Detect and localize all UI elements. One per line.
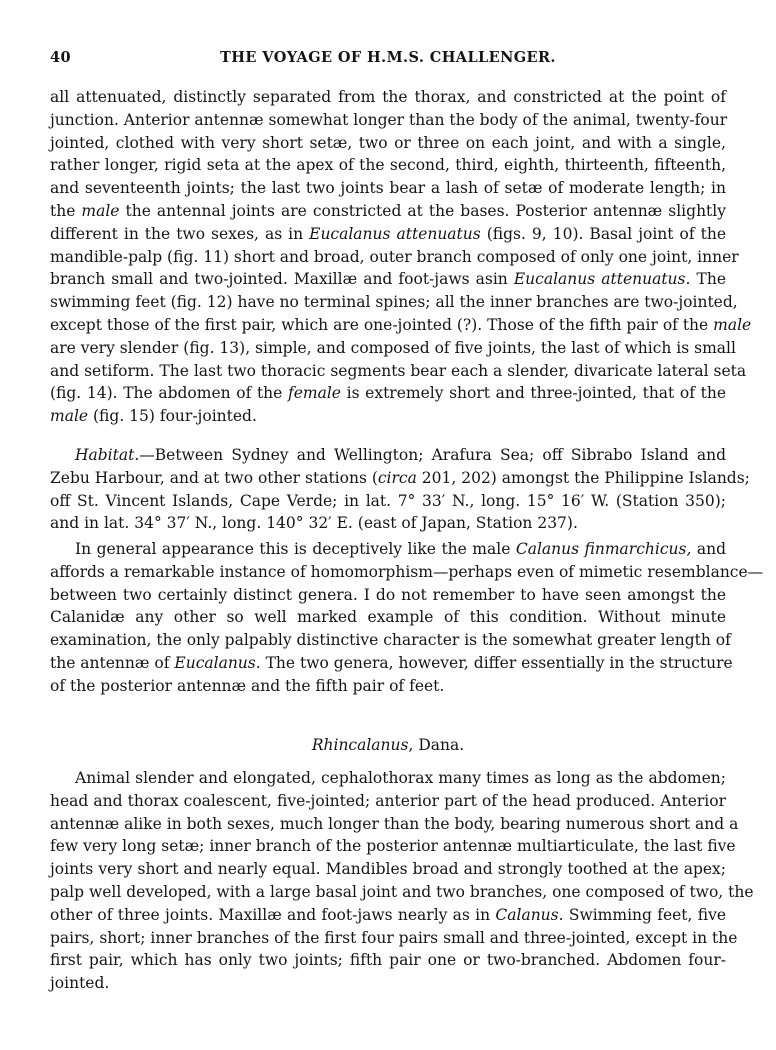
text-line: mandible-palp (fig. 11) short and broad, outer branch composed of only one joint, inner xyxy=(50,247,739,266)
text-line: few very long setæ; inner branch of the posterior antennæ multiarticulate, the last five xyxy=(50,837,736,856)
text-line: Calanidæ any other so well marked example of this condition. Without minute xyxy=(50,608,726,627)
section-heading xyxy=(50,734,726,756)
text-line: except those of the first pair, which are one-jointed (?). Those of the fifth pair of the male xyxy=(50,315,752,334)
text-line: of the posterior antennæ and the fifth pair of feet. xyxy=(50,676,445,695)
text-line: all attenuated, distinctly separated from the thorax, and constricted at the point of xyxy=(50,88,726,106)
text-line: jointed, clothed with very short setæ, two or three on each joint, and with a single, xyxy=(50,133,726,152)
text-line: other of three joints. Maxillæ and foot-jaws nearly as in Calanus. Swimming feet, five xyxy=(50,905,726,924)
habitat-paragraph xyxy=(50,444,750,535)
text-line: rather longer, rigid seta at the apex of the second, third, eighth, thirteenth, fifteenth, xyxy=(50,156,726,175)
text-line: and seventeenth joints; the last two joints bear a lash of setæ of moderate length; in xyxy=(50,179,726,198)
text-line: Animal slender and elongated, cephalothorax many times as long as the abdomen; xyxy=(75,769,726,787)
text-line: and in lat. 34° 37′ N., long. 140° 32′ E. (east of Japan, Station 237). xyxy=(50,514,578,533)
running-title: THE VOYAGE OF H.M.S. CHALLENGER. xyxy=(220,49,556,66)
text-line: branch small and two-jointed. Maxillæ and foot-jaws asin Eucalanus attenuatus. The xyxy=(50,270,727,289)
text-line: swimming feet (fig. 12) have no terminal spines; all the inner branches are two-jointed, xyxy=(50,293,738,312)
genus-author: , Dana. xyxy=(408,736,465,754)
genus-name: Rhincalanus xyxy=(311,736,409,754)
text-line: the antennæ of Eucalanus. The two genera, however, differ essentially in the structure xyxy=(50,653,733,672)
text-line: different in the two sexes, as in Eucalanus attenuatus (figs. 9, 10). Basal joint of the xyxy=(50,224,726,243)
text-line: jointed. xyxy=(50,974,110,993)
page-number: 40 xyxy=(50,49,71,66)
text-line: Habitat.—Between Sydney and Wellington; Arafura Sea; off Sibrabo Island and xyxy=(75,446,726,464)
text-line: the male the antennal joints are constricted at the bases. Posterior antennæ slightly xyxy=(50,201,726,220)
rhincalanus-paragraph xyxy=(50,767,754,995)
text-line: and setiform. The last two thoracic segments bear each a slender, divaricate lateral seta xyxy=(50,361,747,380)
description-paragraph xyxy=(50,86,752,428)
text-line: In general appearance this is deceptively like the male Calanus finmarchicus, and xyxy=(75,540,726,558)
text-line: examination, the only palpably distinctive character is the somewhat greater length of xyxy=(50,631,731,650)
text-line: head and thorax coalescent, five-jointed; anterior part of the head produced. Anterior xyxy=(50,791,726,810)
general-paragraph xyxy=(50,538,764,698)
text-line: first pair, which has only two joints; fifth pair one or two-branched. Abdomen four- xyxy=(50,951,726,970)
text-line: are very slender (fig. 13), simple, and composed of five joints, the last of which is small xyxy=(50,338,736,357)
text-line: between two certainly distinct genera. I do not remember to have seen amongst the xyxy=(50,585,726,604)
text-line: off St. Vincent Islands, Cape Verde; in lat. 7° 33′ N., long. 15° 16′ W. (Station 350); xyxy=(50,491,726,510)
text-line: (fig. 14). The abdomen of the female is extremely short and three-jointed, that of the xyxy=(50,384,727,403)
text-line: affords a remarkable instance of homomorphism—perhaps even of mimetic resemblance— xyxy=(50,562,764,581)
page-header xyxy=(50,47,726,69)
text-line: joints very short and nearly equal. Mandibles broad and strongly toothed at the apex; xyxy=(50,860,726,879)
text-line: male (fig. 15) four-jointed. xyxy=(50,407,257,426)
text-line: antennæ alike in both sexes, much longer than the body, bearing numerous short and a xyxy=(50,814,739,833)
text-line: palp well developed, with a large basal joint and two branches, one composed of two, the xyxy=(50,882,754,901)
text-line: Zebu Harbour, and at two other stations (circa 201, 202) amongst the Philippine Islands; xyxy=(50,468,750,487)
text-line: pairs, short; inner branches of the first four pairs small and three-jointed, except in the xyxy=(50,928,738,947)
text-line: junction. Anterior antennæ somewhat longer than the body of the animal, twenty-four xyxy=(50,110,728,129)
